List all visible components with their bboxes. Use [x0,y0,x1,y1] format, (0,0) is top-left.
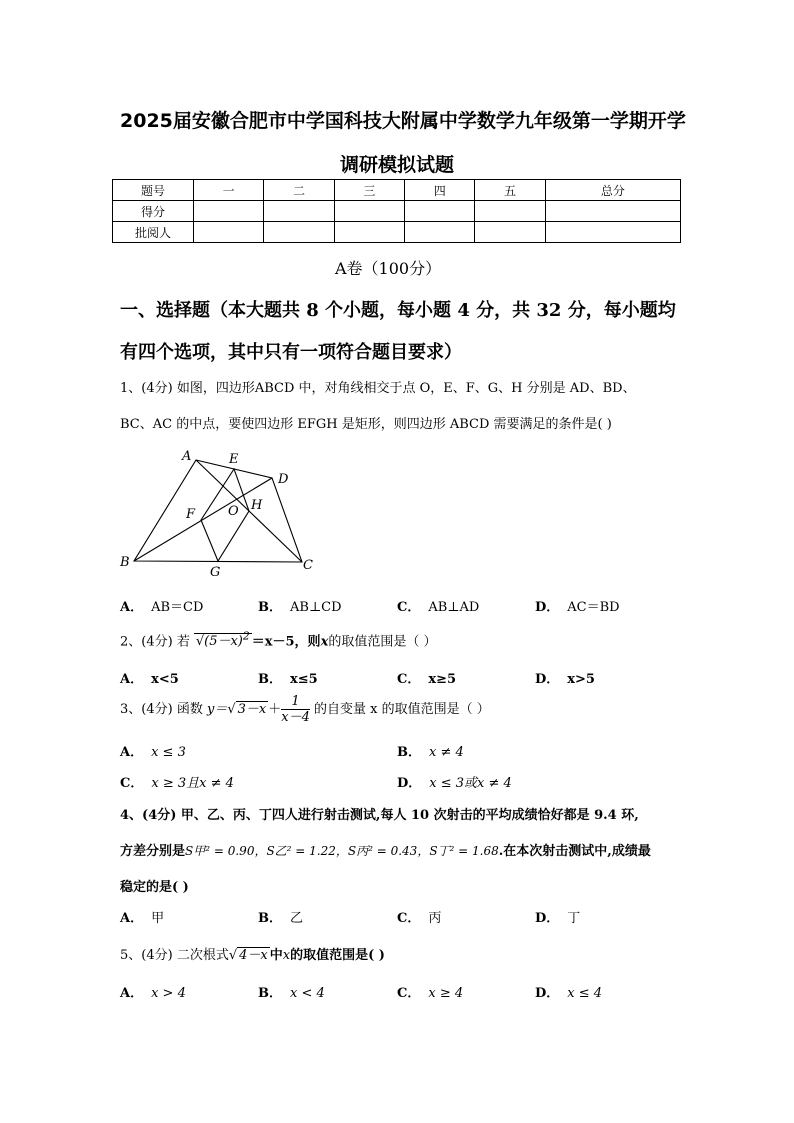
score-header-cell: 二 [264,180,334,201]
q4-option-b[interactable] [258,907,303,926]
score-cell[interactable] [475,222,545,243]
option-text: x ≤ 4 [567,986,603,1001]
option-letter: B． [258,911,282,926]
question-4-text-line3: 稳定的是( ) [120,880,189,895]
option-text: x > 4 [151,986,186,1001]
score-table [112,179,681,243]
label-c: C [303,558,313,573]
q4-variances: S甲² = 0.90，S乙² = 1.22，S丙² = 0.43，S丁² = 1.68 [185,844,499,858]
q4-suffix: .在本次射击测试中,成绩最 [498,844,651,859]
q2-prefix: 2、(4分) 若 [120,634,190,650]
label-e: E [229,452,239,467]
q3-prefix: 3、(4分) 函数 [120,702,203,717]
question-4-text-line2 [120,840,651,859]
q3-option-b[interactable] [397,741,464,760]
q5-option-d[interactable] [535,982,602,1001]
q1-option-a[interactable] [120,596,203,615]
q5-suffix: 的取值范围是( ) [290,948,385,963]
option-letter: C． [397,672,421,687]
label-o: O [228,504,239,519]
question-5-text [120,944,385,963]
q4-option-d[interactable] [535,907,580,926]
option-text: AC＝BD [567,600,620,615]
score-cell[interactable] [545,201,680,222]
option-letter: D． [535,986,560,1001]
q2-var: x [320,634,329,650]
option-letter: B． [258,600,282,615]
q1-option-d[interactable] [535,596,620,615]
option-text: x≥5 [428,672,457,687]
option-letter: A． [120,745,144,760]
option-text: x>5 [567,672,595,687]
option-text: x ≠ 4 [429,745,464,760]
score-cell[interactable] [334,222,404,243]
q5-prefix: 5、(4分) 二次根式 [120,948,229,963]
q5-sqrt: √ 4－x [228,948,268,963]
q1-option-c[interactable] [397,596,479,615]
score-cell[interactable] [405,222,475,243]
option-text: x ≤ 3 [151,745,186,760]
score-cell[interactable] [334,201,404,222]
q5-option-b[interactable] [258,982,325,1001]
option-text: x ≥ 4 [428,986,464,1001]
option-letter: C． [397,986,421,1001]
option-letter: D． [535,911,560,926]
diagonal-bd [134,478,272,561]
q3-option-d[interactable] [397,772,512,791]
section-heading: 一、选择题（本大题共 8 个小题，每小题 4 分，共 32 分，每小题均 [120,300,676,321]
score-table-header-row [113,180,681,201]
label-d: D [278,472,289,487]
q4-prefix: 方差分别是 [120,844,186,859]
q2-sqrt-sup: 2 [242,630,250,643]
score-cell[interactable] [545,222,680,243]
label-a: A [182,449,192,464]
q2-sqrt-expr: (5－x) [204,634,243,650]
label-b: B [120,555,130,570]
q5-mid: 中 [269,948,283,963]
option-letter: D． [535,672,560,687]
option-text: 甲 [151,911,165,926]
score-cell[interactable] [475,201,545,222]
score-row-label: 批阅人 [113,222,194,243]
score-header-cell: 三 [334,180,404,201]
option-letter: A． [120,600,144,615]
score-table-row [113,222,681,243]
option-letter: A． [120,986,144,1001]
option-text: x < 4 [290,986,325,1001]
option-letter: B． [397,745,421,760]
q4-option-c[interactable] [397,907,441,926]
q2-suffix: 的取值范围是（ ） [328,634,437,650]
option-letter: C． [397,911,421,926]
score-cell[interactable] [194,201,264,222]
q3-suffix: 的自变量 x 的取值范围是（ ） [314,702,490,717]
q2-option-a[interactable] [120,668,187,687]
label-f: F [186,507,196,522]
option-text: 乙 [290,911,304,926]
q4-option-a[interactable] [120,907,164,926]
option-text: AB＝CD [151,600,204,615]
section-heading-line2: 有四个选项，其中只有一项符合题目要求） [120,342,462,363]
option-letter: A． [120,911,144,926]
q3-frac-num: 1 [281,694,310,710]
option-text: AB⊥AD [428,600,480,615]
score-header-cell: 一 [194,180,264,201]
question-3-text [120,694,490,725]
q2-option-c[interactable] [397,668,464,687]
score-cell[interactable] [194,222,264,243]
page-title: 2025届安徽合肥市中学国科技大附属中学数学九年级第一学期开学 [120,110,686,132]
score-cell[interactable] [264,222,334,243]
q2-equation: ＝x－5，则 [251,634,321,650]
volume-label: A卷（100分） [335,259,442,278]
q5-sqrt-expr: 4－x [239,948,268,963]
question-2-text [120,630,436,649]
option-text: x<5 [151,672,179,687]
option-text: 丙 [428,911,442,926]
q5-option-c[interactable] [397,982,463,1001]
q3-plus: ＋ [268,702,282,717]
q5-option-a[interactable] [120,982,186,1001]
option-letter: B． [258,672,282,687]
option-letter: D． [535,600,560,615]
option-text: x ≥ 3且x ≠ 4 [151,776,234,791]
q2-option-d[interactable] [535,668,603,687]
score-header-cell: 总分 [545,180,680,201]
score-row-label: 得分 [113,201,194,222]
label-h: H [251,498,263,513]
q2-option-b[interactable] [258,668,326,687]
score-header-cell: 题号 [113,180,194,201]
score-cell[interactable] [405,201,475,222]
q3-sqrt-expr: 3－x [237,702,267,717]
option-text: 丁 [567,911,581,926]
q3-frac-den: x－4 [281,710,310,725]
q3-option-a[interactable] [120,741,186,760]
option-text: x≤5 [290,672,318,687]
question-4-text: 4、(4分) 甲、乙、丙、丁四人进行射击测试,每人 10 次射击的平均成绩恰好都是 9.4 环, [120,808,639,823]
score-cell[interactable] [264,201,334,222]
option-text: x ≤ 3或x ≠ 4 [429,776,512,791]
option-letter: C． [120,776,144,791]
option-letter: D． [397,776,422,791]
q3-lhs: y＝ [206,702,228,717]
page-title-line2: 调研模拟试题 [340,154,455,176]
q3-sqrt: √ 3－x [227,702,267,717]
q3-fraction [281,694,310,725]
label-g: G [210,565,221,580]
option-letter: A． [120,672,144,687]
option-letter: B． [258,986,282,1001]
score-table-row [113,201,681,222]
score-header-cell: 五 [475,180,545,201]
option-text: AB⊥CD [290,600,342,615]
score-header-cell: 四 [405,180,475,201]
q5-var: x [282,948,291,963]
q3-option-c[interactable] [120,772,234,791]
quadrilateral-figure [110,445,330,580]
question-1-text-line2: BC、AC 的中点，要使四边形 EFGH 是矩形，则四边形 ABCD 需要满足的条件是( ) [120,417,612,432]
quadrilateral-efgh [201,469,249,561]
question-1-text: 1、(4分) 如图，四边形ABCD 中，对角线相交于点 O，E、F、G、H 分别是 AD、BD、 [120,381,636,396]
q1-option-b[interactable] [258,596,342,615]
q2-sqrt: $√(5-x)^2$ [195,630,250,650]
option-letter: C． [397,600,421,615]
